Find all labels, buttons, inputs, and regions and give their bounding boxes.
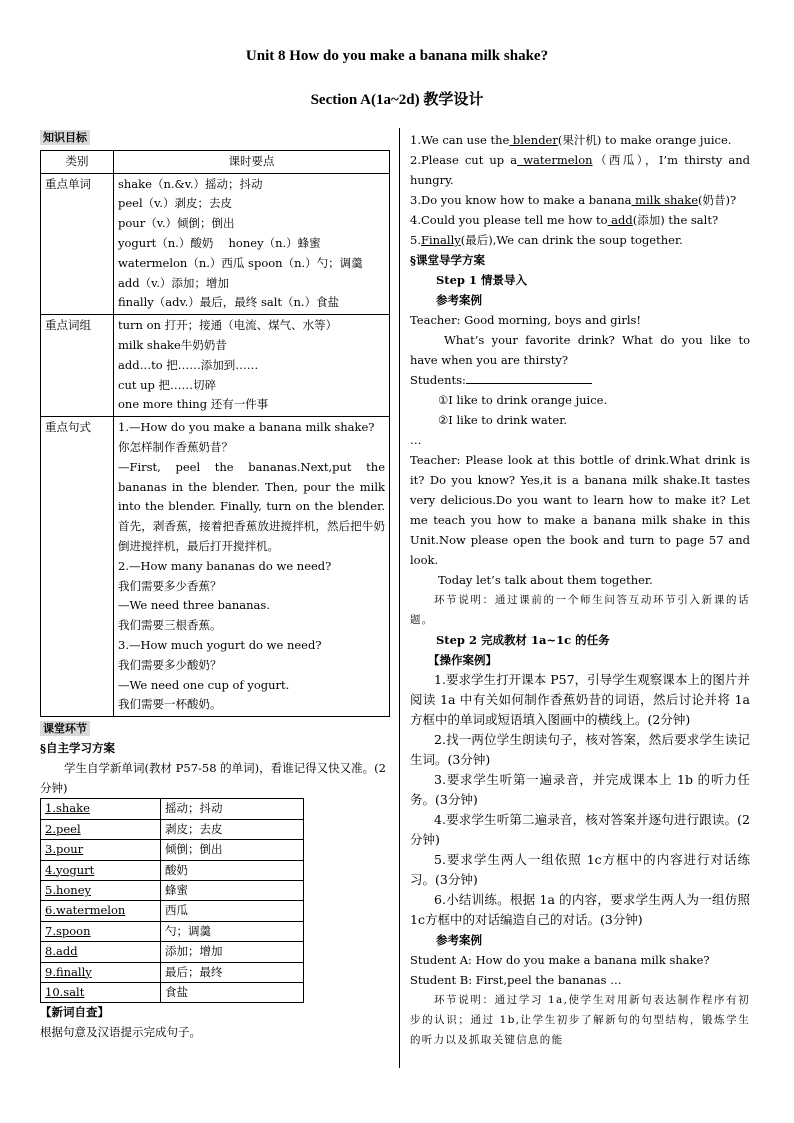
- content-line: 我们需要三根香蕉。: [118, 618, 222, 633]
- vocab-word: 7.spoon: [41, 921, 161, 941]
- row-category: 重点句式: [41, 417, 114, 717]
- row-category: 重点词组: [41, 315, 114, 417]
- students-line: [410, 370, 750, 390]
- answer-word: Finally: [420, 233, 461, 247]
- exercise-sentence: [410, 210, 750, 230]
- reference-heading: 参考案例: [436, 293, 482, 307]
- dialog-line: Student B: First,peel the bananas …: [410, 973, 622, 987]
- section-note: 环节说明：通过课前的一个师生问答互动环节引入新课的话题。: [410, 594, 750, 626]
- section-note: 环节说明：通过学习 1a,使学生对用新句表达制作程序有初步的认识；通过 1b,让学生初步了解新句的句型结构，锻炼学生的听力以及抓取关键信息的能: [410, 994, 750, 1046]
- sentence-text: 3.Do you know how to make a banana: [410, 193, 632, 207]
- page-subtitle: Section A(1a~2d) 教学设计: [310, 92, 484, 108]
- vocab-word: 4.yogurt: [41, 860, 161, 880]
- option-line: ①I like to drink orange juice.: [438, 393, 608, 407]
- vocab-meaning: 勺；调羹: [161, 921, 304, 941]
- table-row: [41, 982, 304, 1002]
- content-line: add…to 把……添加到……: [118, 357, 259, 372]
- step2-heading: Step 2 完成教材 1a~1c 的任务: [436, 633, 610, 647]
- exercise-sentence: [410, 230, 750, 250]
- vocab-meaning: 剥皮；去皮: [161, 819, 304, 839]
- page-title: Unit 8 How do you make a banana milk shake?: [245, 48, 549, 64]
- sentence-text: 1.We can use the: [410, 133, 510, 147]
- content-line: 1.—How do you make a banana milk shake?: [118, 420, 375, 435]
- content-line: add（v.）添加；增加: [118, 275, 229, 290]
- operation-item: 2.找一两位学生朗读句子，核对答案，然后要求学生读记生词。(3分钟): [410, 732, 750, 767]
- vocab-meaning: 食盐: [161, 982, 304, 1002]
- content-line: finally（adv.）最后，最终 salt（n.）食盐: [118, 295, 340, 310]
- self-study-heading: §自主学习方案: [40, 740, 116, 755]
- row-category: 重点单词: [41, 173, 114, 315]
- sentence-text: 2.Please cut up a: [410, 153, 518, 167]
- operation-item: 3.要求学生听第一遍录音，并完成课本上 1b 的听力任务。(3分钟): [410, 772, 750, 807]
- vocab-meaning: 倾倒；倒出: [161, 840, 304, 860]
- table-row: [41, 860, 304, 880]
- content-line: milk shake牛奶奶昔: [118, 337, 227, 352]
- dialog-line: Today let’s talk about them together.: [438, 573, 653, 587]
- class-tag: 课堂环节: [40, 721, 90, 736]
- option-line: ②I like to drink water.: [438, 413, 568, 427]
- table-row: [41, 901, 304, 921]
- knowledge-table: [40, 150, 390, 717]
- content-line: —First, peel the bananas.Next,put the bananas in the blender. Then, pour the milk into the blender. Finally, turn on the blender.首先，剥香蕉，接着把香蕉放进搅拌机，然后把牛奶倒进搅拌机，最后打开搅拌机。: [118, 459, 385, 553]
- row-content: [114, 417, 390, 717]
- sentence-text: 5.: [410, 233, 421, 247]
- table-row: [41, 921, 304, 941]
- content-line: —We need three bananas.: [118, 598, 270, 613]
- sentence-text: 4.Could you please tell me how to: [410, 213, 608, 227]
- header-category: 类别: [41, 150, 114, 173]
- sentence-text: （西瓜），I’m thirsty and hungry.: [410, 153, 750, 187]
- operation-item: 4.要求学生听第二遍录音，核对答案并逐句进行跟读。(2分钟): [410, 812, 750, 847]
- vocab-meaning: 蜂蜜: [161, 880, 304, 900]
- exercise-sentence: [410, 150, 750, 190]
- content-line: yogurt（n.）酸奶 honey（n.）蜂蜜: [118, 235, 321, 250]
- vocab-meaning: 摇动；抖动: [161, 799, 304, 819]
- content-line: 你怎样制作香蕉奶昔？: [118, 439, 233, 454]
- blank-line: [466, 371, 592, 384]
- vocab-word: 6.watermelon: [41, 901, 161, 921]
- exercise-sentence: [410, 130, 750, 150]
- table-row: [41, 799, 304, 819]
- table-row: [41, 880, 304, 900]
- vocab-word: 9.finally: [41, 962, 161, 982]
- content-line: one more thing 还有一件事: [118, 397, 269, 412]
- header-points: 课时要点: [114, 150, 390, 173]
- dialog-line: Teacher: Good morning, boys and girls!: [410, 313, 642, 327]
- vocab-word: 1.shake: [41, 799, 161, 819]
- sentence-text: (奶昔)?: [698, 193, 737, 207]
- table-row-words: [41, 173, 390, 315]
- table-row-phrases: [41, 315, 390, 417]
- content-line: —We need one cup of yogurt.: [118, 677, 290, 692]
- table-row: [41, 942, 304, 962]
- students-label: Students:: [410, 373, 466, 387]
- operation-item: 6.小结训练。根据 1a 的内容，要求学生两人为一组仿照 1c方框中的对话编造自己的对话。(3分钟): [410, 892, 750, 927]
- content-line: watermelon（n.）西瓜 spoon（n.）勺；调羹: [118, 255, 363, 270]
- operation-item: 5.要求学生两人一组依照 1c方框中的内容进行对话练习。(3分钟): [410, 852, 750, 887]
- knowledge-tag: 知识目标: [40, 130, 90, 145]
- vocab-word: 8.add: [41, 942, 161, 962]
- sentence-text: (添加) the salt?: [632, 213, 719, 227]
- content-line: 3.—How much yogurt do we need?: [118, 637, 322, 652]
- vocab-word: 2.peel: [41, 819, 161, 839]
- check-heading: 【新词自查】: [40, 1005, 109, 1020]
- guide-heading: §课堂导学方案: [410, 253, 486, 267]
- table-row: [41, 819, 304, 839]
- right-column: [410, 130, 750, 1050]
- step1-heading: Step 1 情景导入: [436, 273, 527, 287]
- exercise-sentence: [410, 190, 750, 210]
- table-row: [41, 962, 304, 982]
- answer-word: blender: [509, 133, 558, 147]
- table-row-sentences: [41, 417, 390, 717]
- content-line: 我们需要一杯酸奶。: [118, 697, 222, 712]
- content-line: shake（n.&v.）摇动；抖动: [118, 176, 263, 191]
- dialog-line: Teacher: Please look at this bottle of drink.What drink is it? Do you know? Yes,it is a banana milk shake.It tastes very delicious.Do you want to learn how to make it? Let me teach you how to make a banana milk shake in this Unit.Now please open the book and turn to page 57 and look.: [410, 453, 750, 567]
- content-line: cut up 把……切碎: [118, 377, 217, 392]
- content-line: 我们需要多少香蕉？: [118, 578, 222, 593]
- operation-item: 1.要求学生打开课本 P57，引导学生观察课本上的图片并阅读 1a 中有关如何制作香蕉奶昔的词语，然后讨论并将 1a 方框中的单词或短语填入图画中的横线上。(2分钟): [410, 672, 750, 727]
- row-content: [114, 315, 390, 417]
- dialog-line: What’s your favorite drink? What do you like to have when you are thirsty?: [410, 333, 750, 367]
- vocab-word: 3.pour: [41, 840, 161, 860]
- row-content: [114, 173, 390, 315]
- sentence-text: (最后),We can drink the soup together.: [460, 233, 683, 247]
- answer-word: milk shake: [631, 193, 699, 207]
- reference-heading: 参考案例: [436, 933, 482, 947]
- ellipsis-line: …: [410, 433, 422, 447]
- table-header-row: [41, 150, 390, 173]
- self-study-text: 学生自学新单词(教材 P57-58 的单词)，看谁记得又快又准。(2分钟): [40, 760, 386, 795]
- content-line: pour（v.）倾倒；倒出: [118, 216, 235, 231]
- vocab-word: 10.salt: [41, 982, 161, 1002]
- vocab-meaning: 添加；增加: [161, 942, 304, 962]
- content-line: peel（v.）剥皮；去皮: [118, 196, 232, 211]
- left-column: [40, 128, 392, 1043]
- column-divider: [399, 128, 400, 1068]
- content-line: 我们需要多少酸奶？: [118, 657, 222, 672]
- vocab-meaning: 西瓜: [161, 901, 304, 921]
- answer-word: add: [607, 213, 633, 227]
- vocab-meaning: 酸奶: [161, 860, 304, 880]
- vocab-meaning: 最后；最终: [161, 962, 304, 982]
- content-line: 2.—How many bananas do we need?: [118, 558, 332, 573]
- vocab-table: [40, 798, 304, 1003]
- sentence-text: (果汁机) to make orange juice.: [557, 133, 732, 147]
- table-row: [41, 840, 304, 860]
- dialog-line: Student A: How do you make a banana milk shake?: [410, 953, 710, 967]
- content-line: turn on 打开；接通（电流、煤气、水等）: [118, 318, 338, 333]
- answer-word: watermelon: [517, 153, 593, 167]
- operation-heading: 【操作案例】: [428, 653, 497, 667]
- vocab-word: 5.honey: [41, 880, 161, 900]
- check-text: 根据句意及汉语提示完成句子。: [40, 1025, 201, 1040]
